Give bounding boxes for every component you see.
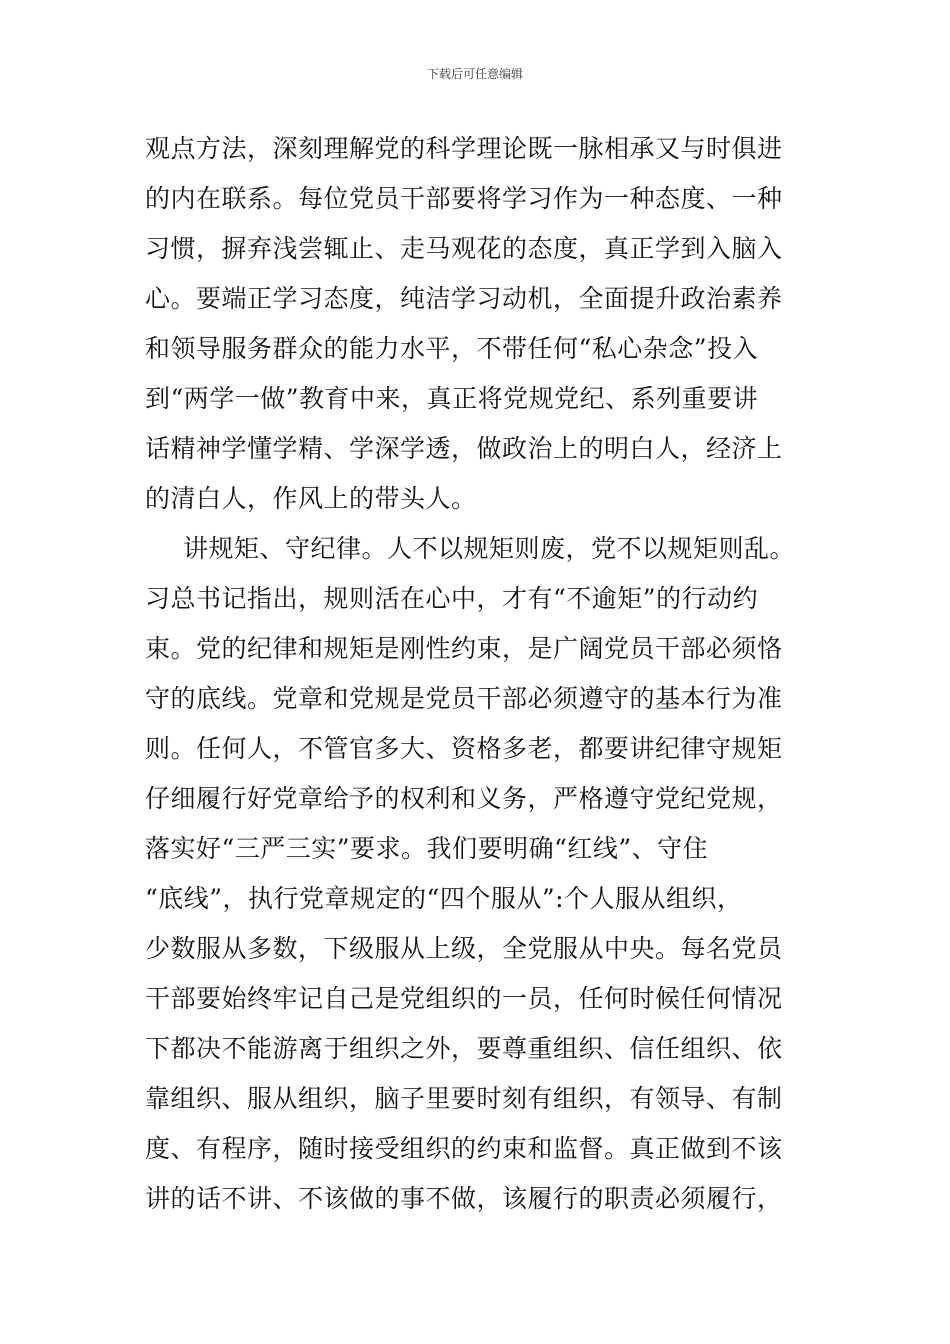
text-line: 和领导服务群众的能力水平，不带任何“私心杂念”投入 <box>145 334 759 363</box>
text-line: 仔细履行好党章给予的权利和义务，严格遵守党纪党规， <box>145 784 783 813</box>
page-header: 下载后可任意编辑 <box>426 67 523 81</box>
text-line: 则。任何人，不管官多大、资格多老，都要讲纪律守规矩 <box>145 734 783 763</box>
text-line: 观点方法，深刻理解党的科学理论既一脉相承又与时俱进 <box>145 134 783 163</box>
text-line: 落实好“三严三实”要求。我们要明确“红线”、守住 <box>145 834 709 863</box>
text-line: 到“两学一做”教育中来，真正将党规党纪、系列重要讲 <box>145 384 759 413</box>
text-line: 干部要始终牢记自己是党组织的一员，任何时候任何情况 <box>145 984 783 1013</box>
text-line: 心。要端正学习态度，纯洁学习动机，全面提升政治素养 <box>145 284 783 313</box>
text-line: 少数服从多数，下级服从上级，全党服从中央。每名党员 <box>145 934 783 963</box>
text-line: 习总书记指出，规则活在心中，才有“不逾矩”的行动约 <box>145 584 759 613</box>
text-line: 下都决不能游离于组织之外，要尊重组织、信任组织、依 <box>145 1034 783 1063</box>
document-body <box>145 124 845 1224</box>
paragraph-start-line: 讲规矩、守纪律。人不以规矩则废，党不以规矩则乱。 <box>183 534 796 563</box>
text-line: 度、有程序，随时接受组织的约束和监督。真正做到不该 <box>145 1134 783 1163</box>
text-line: 的内在联系。每位党员干部要将学习作为一种态度、一种 <box>145 184 783 213</box>
text-line: 束。党的纪律和规矩是刚性约束，是广阔党员干部必须恪 <box>145 634 783 663</box>
text-line: “底线”，执行党章规定的“四个服从”:个人服从组织， <box>145 884 743 913</box>
text-line: 靠组织、服从组织，脑子里要时刻有组织，有领导、有制 <box>145 1084 783 1113</box>
text-line: 话精神学懂学精、学深学透，做政治上的明白人，经济上 <box>145 434 783 463</box>
text-line: 讲的话不讲、不该做的事不做，该履行的职责必须履行， <box>145 1184 783 1213</box>
text-line: 守的底线。党章和党规是党员干部必须遵守的基本行为准 <box>145 684 783 713</box>
text-line: 习惯，摒弃浅尝辄止、走马观花的态度，真正学到入脑入 <box>145 234 783 263</box>
text-line: 的清白人，作风上的带头人。 <box>145 484 477 513</box>
